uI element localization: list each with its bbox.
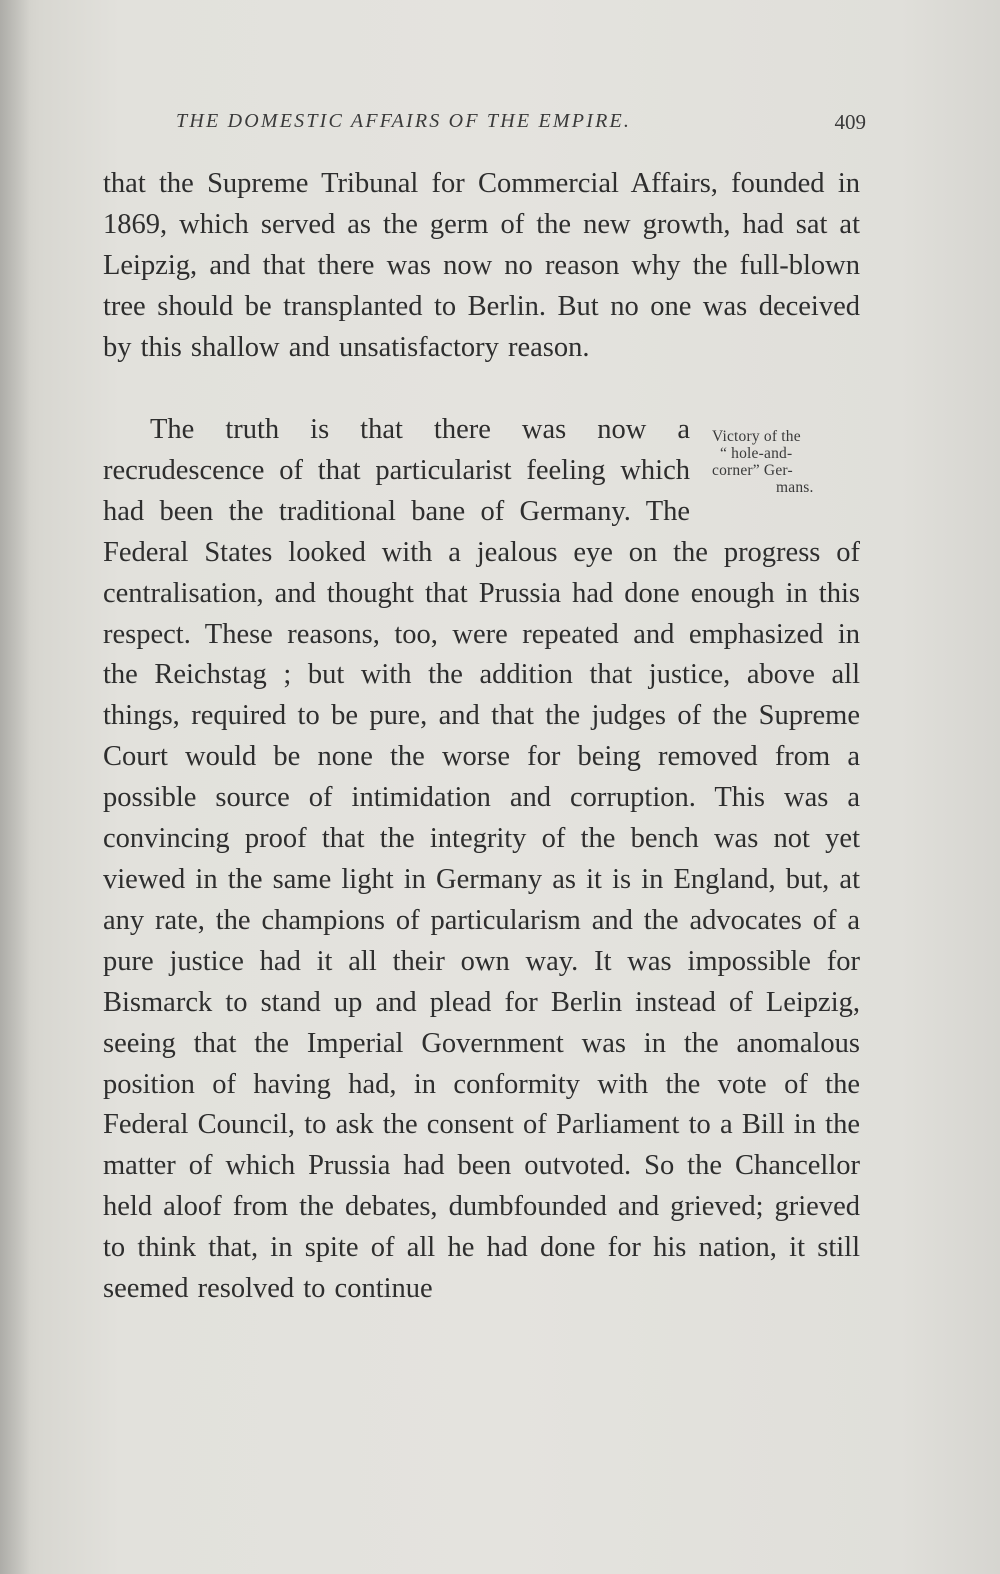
running-title: THE DOMESTIC AFFAIRS OF THE EMPIRE. xyxy=(176,110,632,132)
page-number: 409 xyxy=(834,110,866,134)
paragraph-2-block xyxy=(103,410,860,1310)
paragraph-2: The truth is that there was now a recrudescence of that particularist feeling which had been the traditional bane of Germany. The Federal States looked with a jealous eye on the progress of centralisation, and thought that Prussia had done enough in this respect. These reasons, too, were repeated and emphasized in the Reichstag ; but with the addition that justice, above all things, required to be pure, and that the judges of the Supreme Court would be none the worse for being removed from a possible source of intimidation and corruption. This was a convincing proof that the integrity of the bench was not yet viewed in the same light in Germany as it is in England, but, at any rate, the champions of particularism and the advocates of a pure justice had it all their own way. It was impossible for Bismarck to stand up and plead for Berlin instead of Leipzig, seeing that the Imperial Government was in the anomalous position of having had, in conformity with the vote of the Federal Council, to ask the consent of Parliament to a Bill in the matter of which Prussia had been outvoted. So the Chancellor held aloof from the debates, dumbfounded and grieved; grieved to think that, in spite of all he had done for his nation, it still seemed resolved to continue xyxy=(103,414,860,1305)
marginal-note-line: corner” Ger- xyxy=(712,462,793,479)
page-edge-shadow xyxy=(0,0,30,1574)
marginal-note-line: Victory of the xyxy=(712,428,801,445)
page-header xyxy=(176,110,866,140)
marginal-note-line: “ hole-and- xyxy=(720,445,793,462)
paragraph-1: that the Supreme Tribunal for Commercial Affairs, founded in 1869, which served as the germ of the new growth, had sat at Leipzig, and that there was now no reason why the full-blown tree should be transplanted to Berlin. But no one was deceived by this shallow and unsatisfactory reason. xyxy=(103,168,860,363)
marginal-note-line: mans. xyxy=(776,479,814,496)
marginal-note xyxy=(712,428,860,496)
